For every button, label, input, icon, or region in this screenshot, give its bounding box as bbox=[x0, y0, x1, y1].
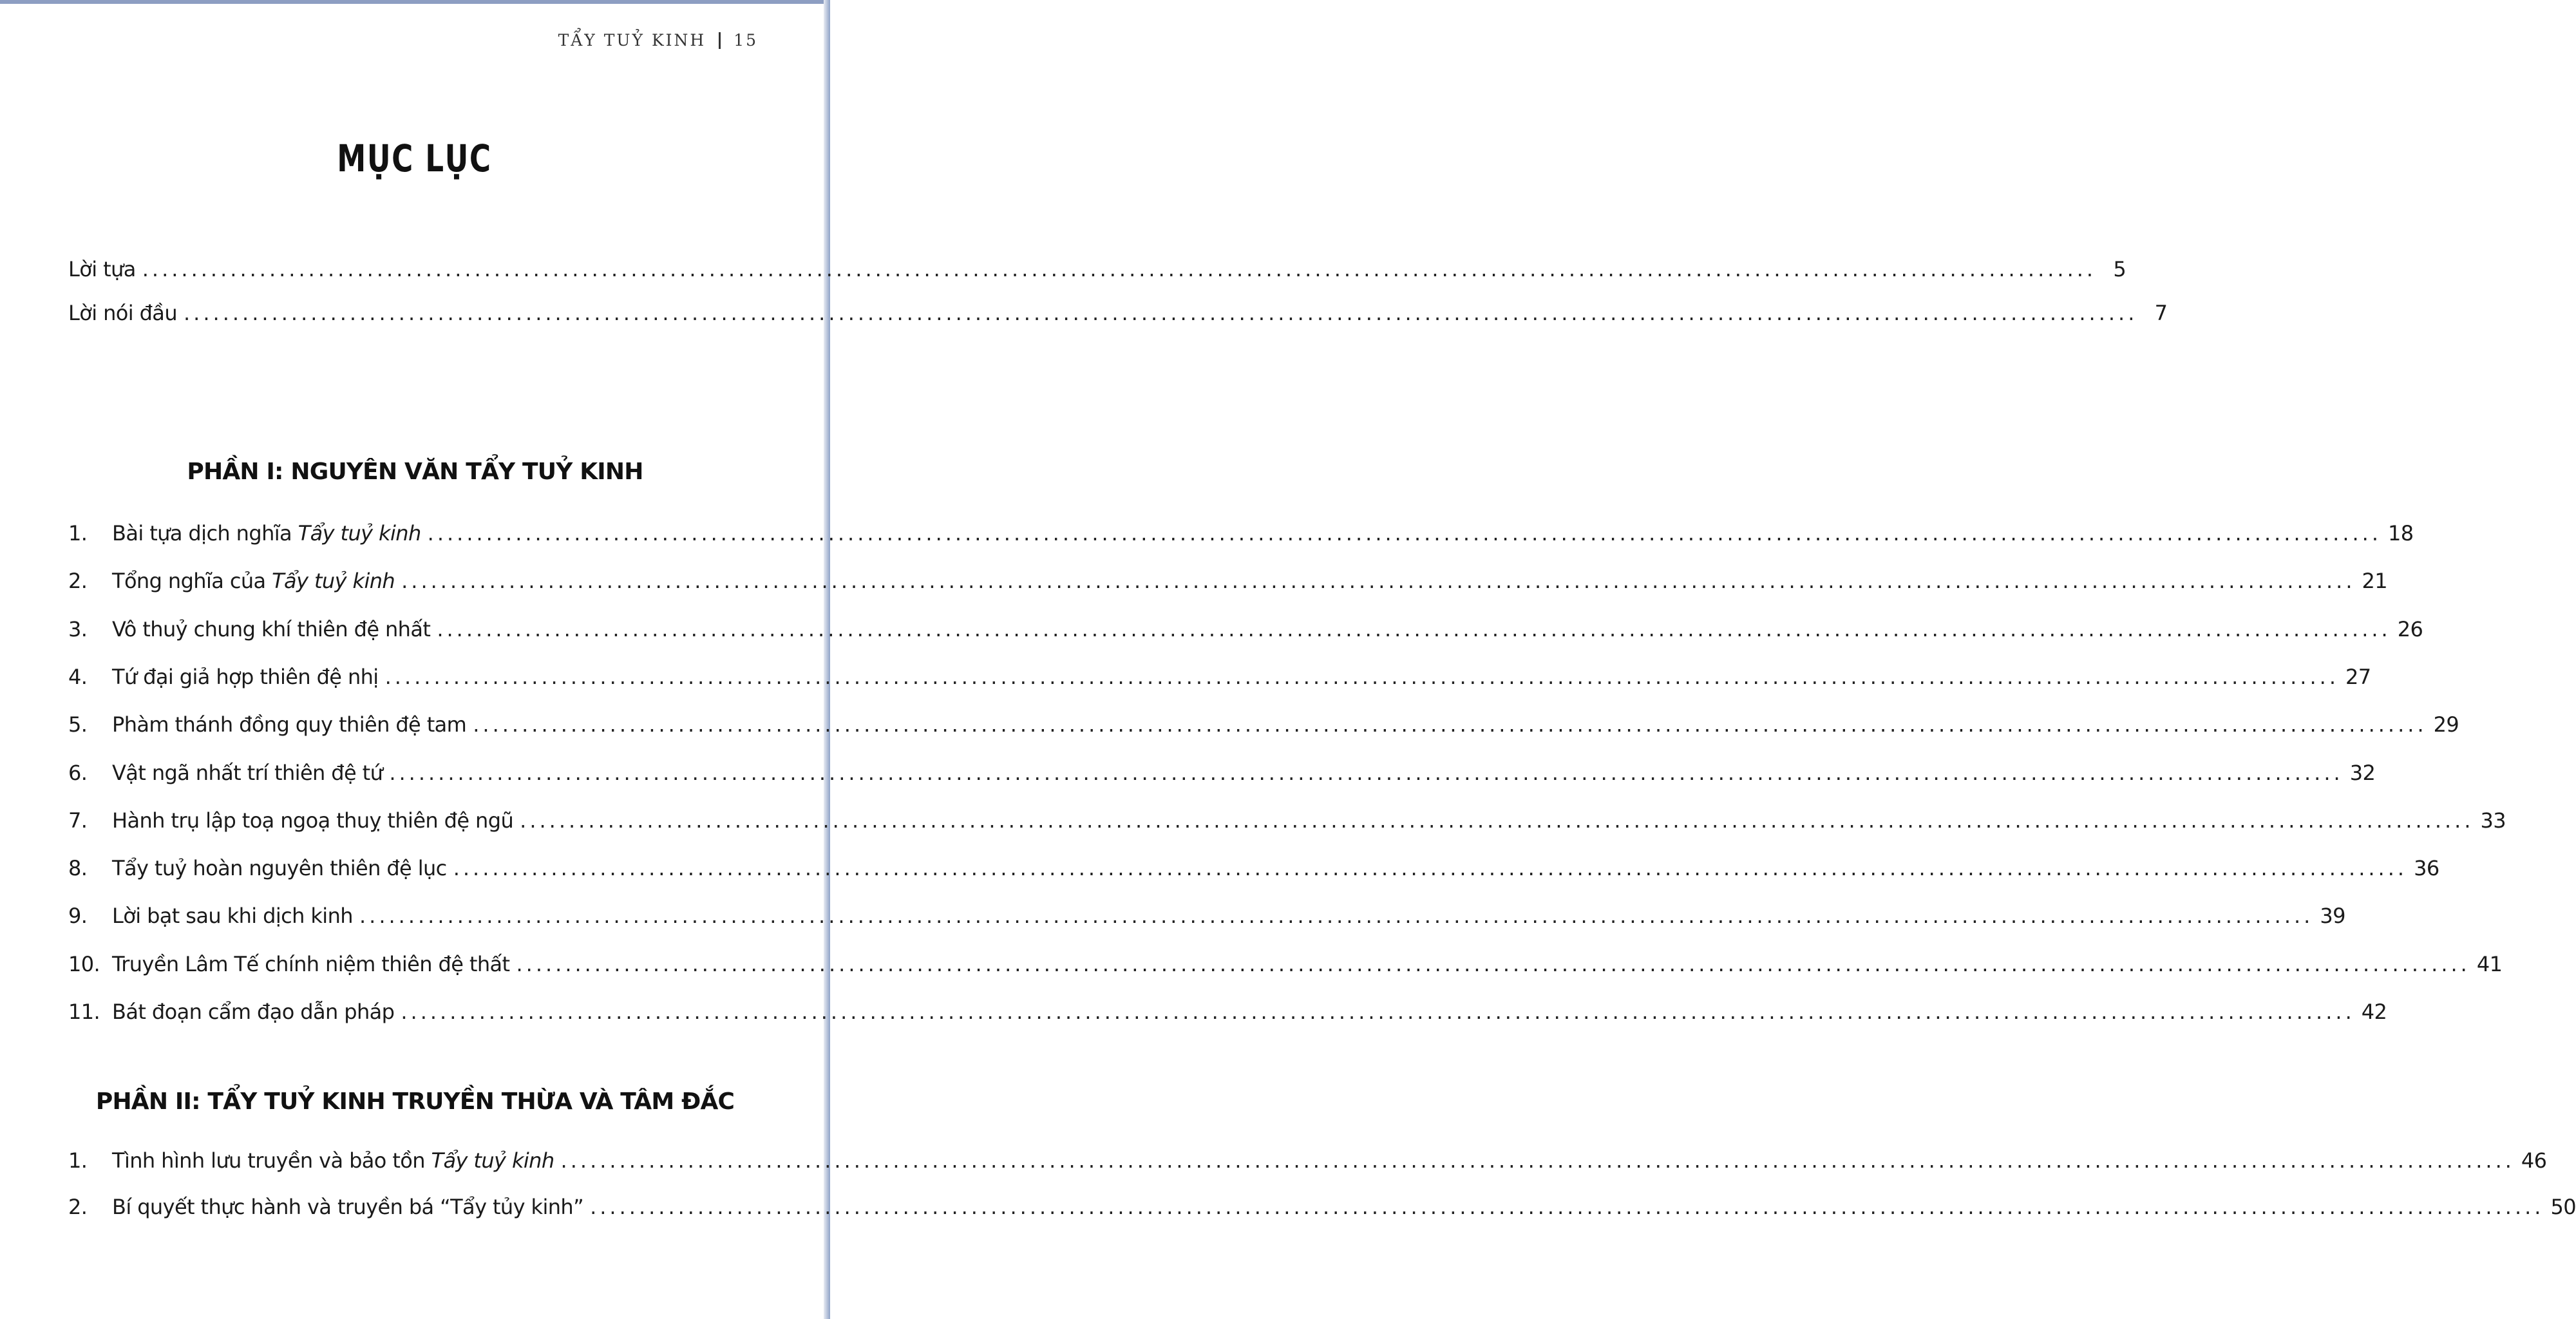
toc-entry-label bbox=[112, 760, 383, 786]
toc-entry-label-text: Tứ đại giả hợp thiên đệ nhị bbox=[112, 664, 379, 689]
toc-entry bbox=[68, 664, 2371, 690]
dot-leader: ........................................................................................................................................................................................................ bbox=[453, 856, 2408, 881]
section-heading-part-1: PHẦN I: NGUYÊN VĂN TẨY TUỶ KINH bbox=[187, 459, 643, 485]
page-title: MỤC LỤC bbox=[337, 137, 492, 180]
toc-entry-number: 6. bbox=[68, 760, 88, 785]
running-header-title: TẨY TUỶ KINH bbox=[558, 31, 706, 50]
dot-leader: ........................................................................................................................................................................................................ bbox=[401, 569, 2356, 594]
toc-entry-number: 1. bbox=[68, 521, 88, 546]
toc-entry-label bbox=[112, 1148, 554, 1173]
toc-entry-preface bbox=[68, 256, 2126, 282]
toc-entry-label bbox=[112, 999, 394, 1025]
toc-entry-page: 5 bbox=[2113, 257, 2126, 281]
section-heading-part-2: PHẦN II: TẨY TUỶ KINH TRUYỀN THỪA VÀ TÂM ĐẮC bbox=[95, 1088, 735, 1115]
toc-entry-label bbox=[112, 951, 509, 977]
dot-leader: ........................................................................................................................................................................................................ bbox=[437, 616, 2391, 641]
toc-entry-label bbox=[112, 712, 466, 737]
toc-entry bbox=[68, 903, 2345, 929]
toc-entry-label-text: Tổng nghĩa của bbox=[112, 569, 272, 594]
toc-entry-label-text: Phàm thánh đồng quy thiên đệ tam bbox=[112, 712, 467, 737]
toc-entry bbox=[68, 855, 2439, 881]
dot-leader: ........................................................................................................................................................................................................ bbox=[520, 808, 2474, 833]
toc-entry-number: 4. bbox=[68, 664, 88, 689]
dot-leader: ........................................................................................................................................................................................................ bbox=[427, 521, 2382, 546]
toc-entry-page: 41 bbox=[2476, 951, 2503, 976]
toc-entry-page: 42 bbox=[2361, 1000, 2387, 1024]
dot-leader: ........................................................................................................................................................................................................ bbox=[401, 1000, 2355, 1024]
toc-entry-number: 8. bbox=[68, 856, 88, 881]
toc-entry-number: 11. bbox=[68, 1000, 100, 1024]
toc-entry-label-text: Vật ngã nhất trí thiên đệ tứ bbox=[112, 760, 383, 785]
toc-entry-label-text: Vô thuỷ chung khí thiên đệ nhất bbox=[112, 616, 431, 641]
toc-entry-label: Lời tựa bbox=[68, 257, 136, 281]
toc-entry bbox=[68, 1194, 2576, 1220]
toc-entry-label-text: Hành trụ lập toạ ngoạ thuỵ thiên đệ ngũ bbox=[112, 808, 514, 833]
toc-entry-label bbox=[112, 616, 430, 642]
running-header-separator bbox=[719, 32, 721, 49]
toc-entry-number: 5. bbox=[68, 712, 88, 737]
toc-entry-label-text: Tẩy tuỷ hoàn nguyên thiên đệ lục bbox=[112, 856, 447, 881]
toc-entry-number: 2. bbox=[68, 1195, 88, 1219]
toc-entry-page: 18 bbox=[2388, 521, 2414, 546]
toc-entry-number: 2. bbox=[68, 569, 88, 594]
toc-entry-number: 3. bbox=[68, 616, 88, 641]
toc-entry-label-text: Tình hình lưu truyền và bảo tồn bbox=[112, 1148, 431, 1173]
toc-entry-label bbox=[112, 903, 353, 929]
dot-leader: ........................................................................................................................................................................................................ bbox=[516, 951, 2470, 976]
dot-leader: ........................................................................................................................................................................................................ bbox=[473, 712, 2427, 737]
dot-leader: ........................................................................................................................................................................................................ bbox=[560, 1148, 2515, 1173]
toc-entry-foreword bbox=[68, 300, 2168, 326]
toc-entry-page: 27 bbox=[2345, 664, 2371, 689]
toc-entry-label bbox=[112, 1194, 583, 1220]
toc-entry-page: 46 bbox=[2521, 1148, 2547, 1173]
dot-leader: ........................................................................................................................................................................................................ bbox=[359, 904, 2314, 929]
toc-entry-page: 36 bbox=[2414, 856, 2439, 881]
toc-entry-label-text: Bài tựa dịch nghĩa bbox=[112, 521, 298, 546]
dot-leader: ........................................................................................................................................................................................................ bbox=[184, 301, 2138, 325]
toc-entry-page: 26 bbox=[2397, 616, 2423, 641]
toc-entry-label: Lời nói đầu bbox=[68, 301, 177, 325]
toc-entry bbox=[68, 1148, 2547, 1173]
toc-entry bbox=[68, 808, 2506, 833]
toc-entry-label bbox=[112, 855, 447, 881]
toc-entry bbox=[68, 760, 2376, 786]
dot-leader: ........................................................................................................................................................................................................ bbox=[384, 664, 2339, 689]
toc-entry-label bbox=[112, 664, 379, 690]
toc-entry-number: 9. bbox=[68, 904, 88, 929]
toc-entry-number: 1. bbox=[68, 1148, 88, 1173]
toc-entry bbox=[68, 568, 2388, 594]
running-header-page-number: 15 bbox=[734, 31, 758, 50]
toc-entry bbox=[68, 951, 2503, 977]
toc-entry-label bbox=[112, 568, 395, 594]
running-header bbox=[558, 31, 758, 50]
toc-entry-page: 39 bbox=[2320, 904, 2345, 929]
toc-entry-label-italic: Tẩy tuỷ kinh bbox=[298, 521, 421, 546]
toc-entry-label-italic: Tẩy tuỷ kinh bbox=[272, 569, 395, 594]
toc-entry bbox=[68, 999, 2387, 1025]
dot-leader: ........................................................................................................................................................................................................ bbox=[590, 1195, 2544, 1219]
toc-entry-page: 32 bbox=[2349, 760, 2376, 785]
toc-entry-number: 7. bbox=[68, 808, 88, 833]
page-top-edge bbox=[0, 0, 830, 4]
toc-entry-page: 21 bbox=[2362, 569, 2388, 594]
dot-leader: ........................................................................................................................................................................................................ bbox=[389, 760, 2344, 785]
toc-entry bbox=[68, 616, 2423, 642]
toc-entry-label bbox=[112, 808, 513, 833]
toc-entry bbox=[68, 520, 2414, 546]
toc-entry-label-text: Truyền Lâm Tế chính niệm thiên đệ thất bbox=[112, 951, 510, 976]
page-right-edge bbox=[824, 0, 830, 1319]
toc-entry-page: 7 bbox=[2154, 301, 2168, 325]
toc-entry bbox=[68, 712, 2459, 737]
toc-entry-label-italic: Tẩy tuỷ kinh bbox=[431, 1148, 554, 1173]
toc-entry-page: 29 bbox=[2433, 712, 2459, 737]
toc-entry-label bbox=[112, 520, 421, 546]
dot-leader: ........................................................................................................................................................................................................ bbox=[142, 257, 2097, 281]
toc-entry-label-text: Lời bạt sau khi dịch kinh bbox=[112, 904, 353, 929]
toc-entry-label-text: Bát đoạn cẩm đạo dẫn pháp bbox=[112, 1000, 395, 1024]
toc-entry-label-text: Bí quyết thực hành và truyền bá “Tẩy tủy kinh” bbox=[112, 1195, 584, 1219]
toc-entry-number: 10. bbox=[68, 951, 100, 976]
toc-entry-page: 50 bbox=[2550, 1195, 2576, 1219]
toc-entry-page: 33 bbox=[2480, 808, 2506, 833]
